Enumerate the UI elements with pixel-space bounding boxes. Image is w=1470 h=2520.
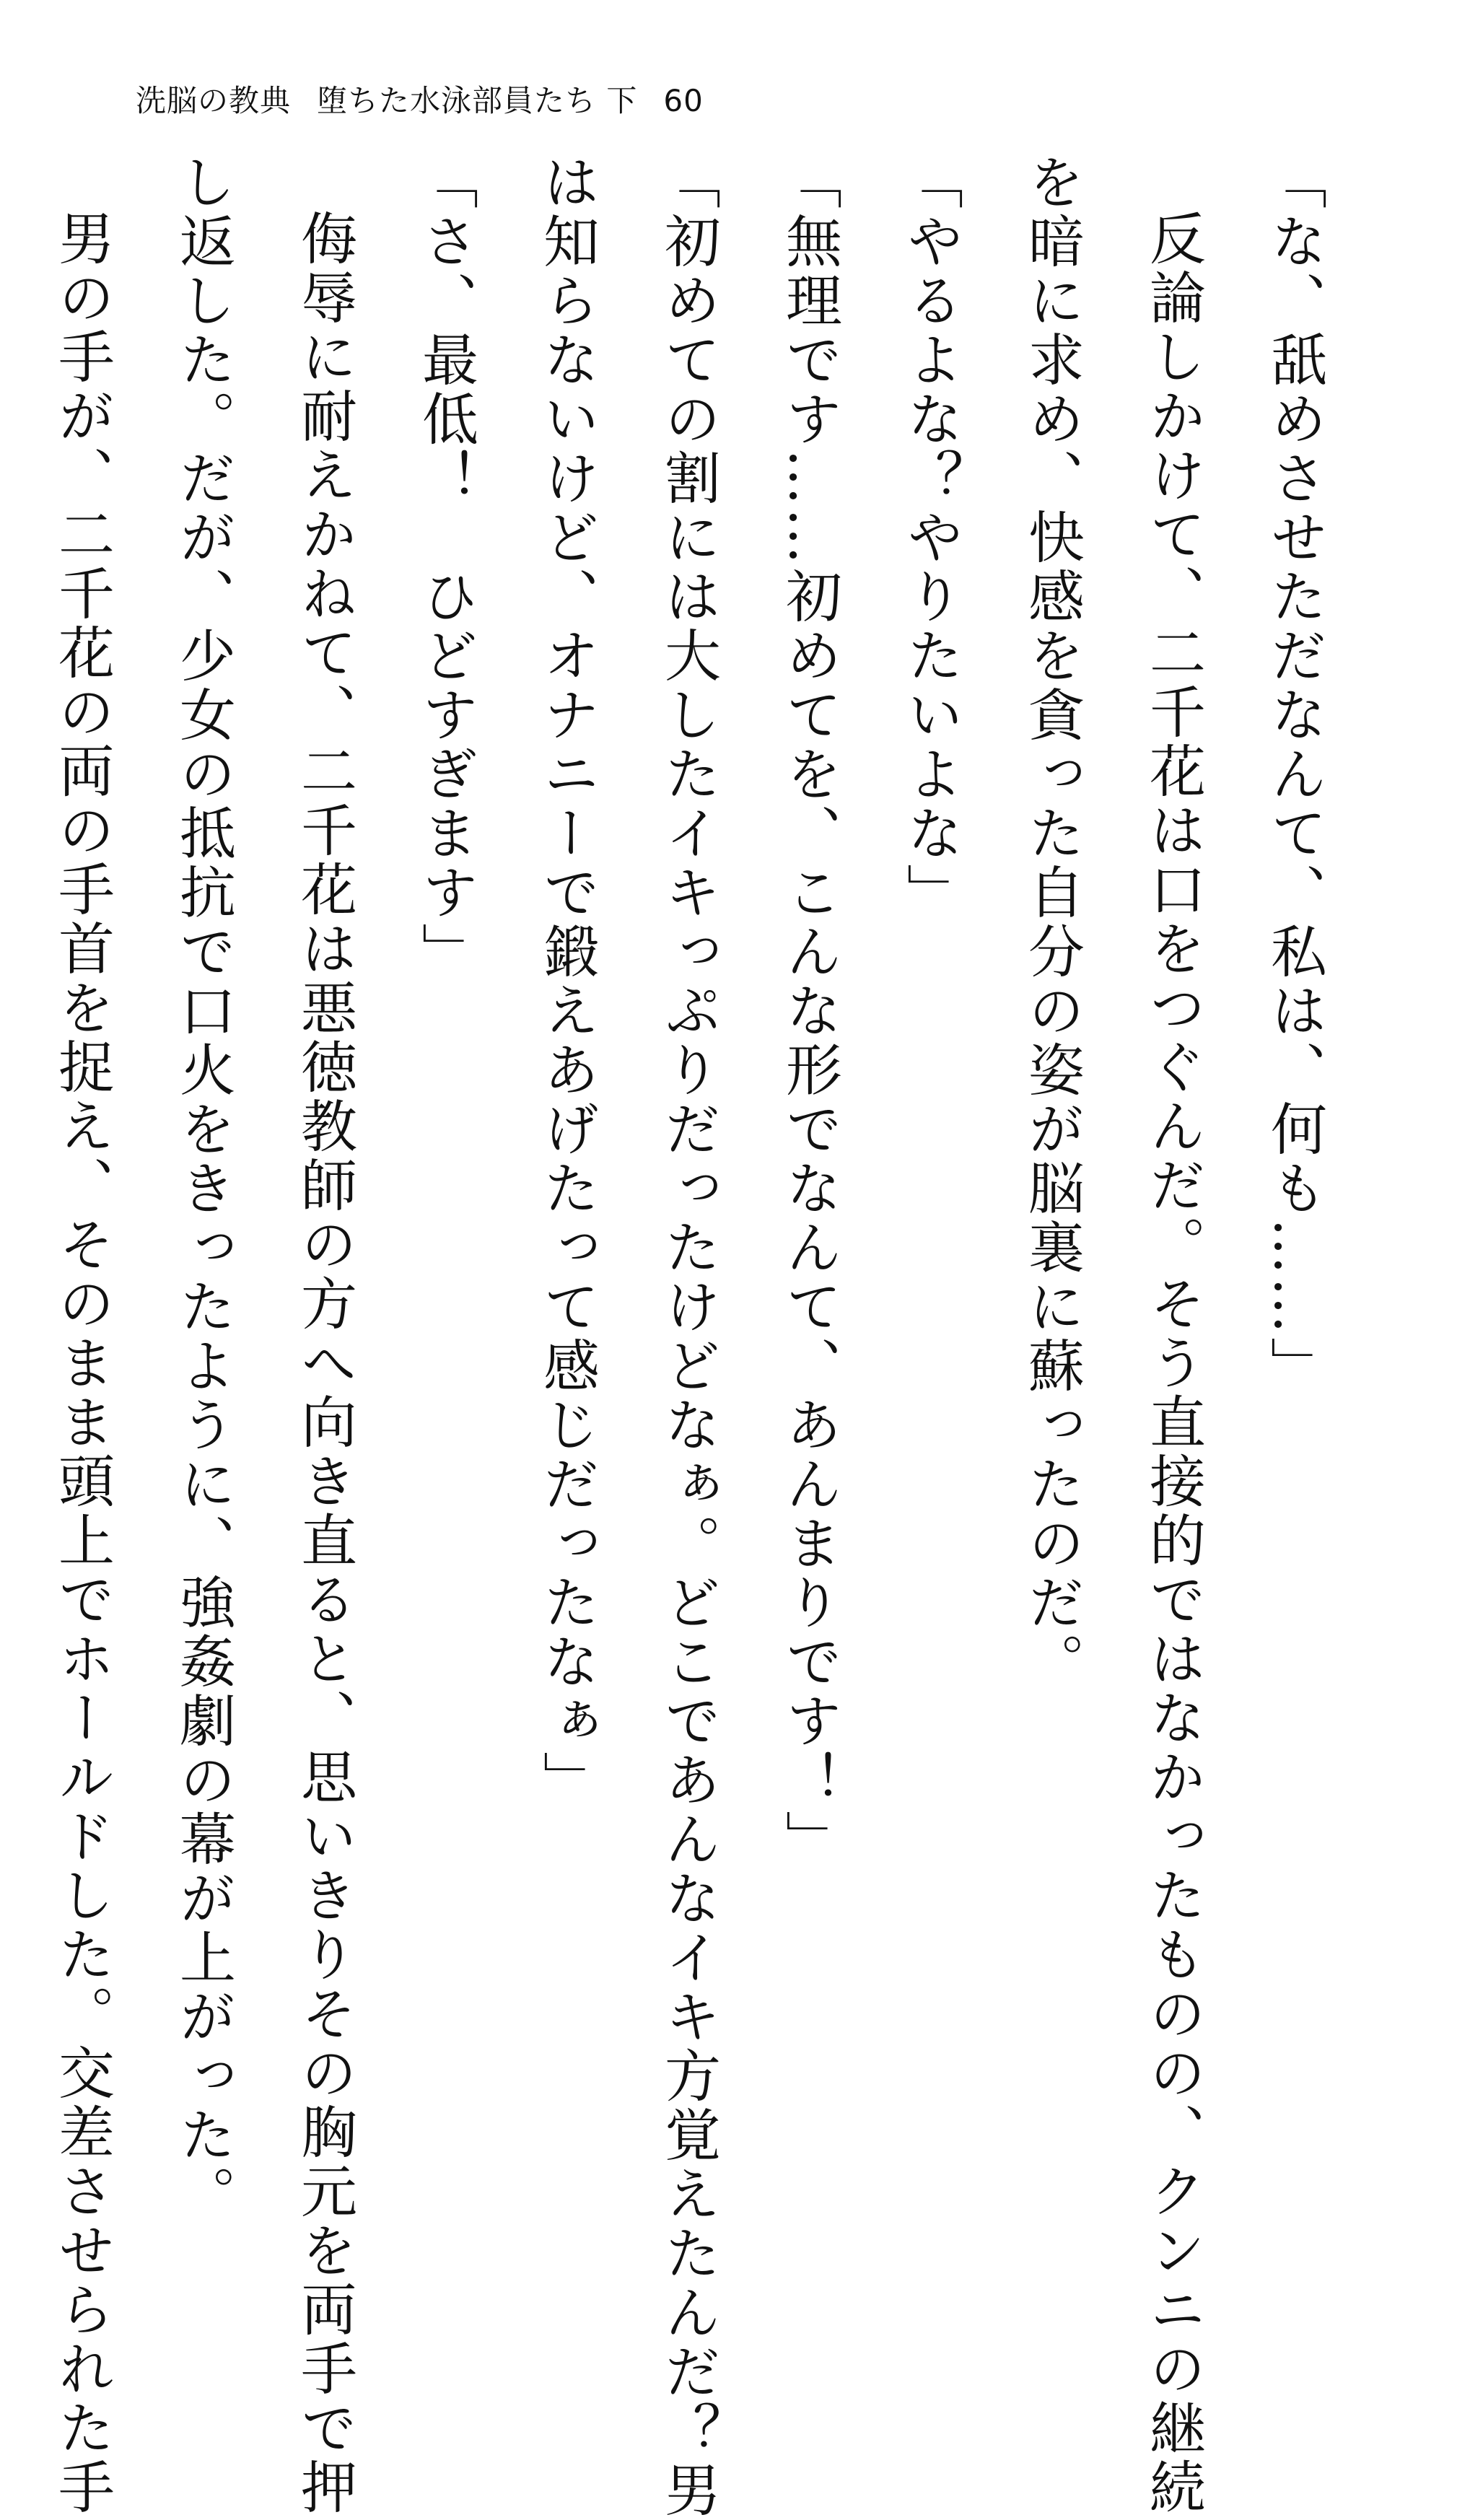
text-line: 「初めての割には大したイキっぷりだったけどなぁ。どこであんなイキ方覚えたんだ？男 [655, 153, 720, 2520]
text-line: 侮辱に耐えかねて、二千花は悪徳教師の方へ向き直ると、思いきりその胸元を両手で押 [292, 209, 356, 2517]
text-line: 男の手が、二千花の両の手首を捉え、そのまま頭上でホールドした。交差させられた手 [49, 209, 114, 2517]
vertical-body-text [49, 153, 1355, 2520]
text-line: は知らないけど、オナニーで鍛えあげたって感じだったなぁ」 [534, 153, 599, 1810]
text-line [0, 153, 21, 2000]
text-line: 「さ、最低！ ひどすぎます」 [413, 153, 478, 981]
book-subtitle: 堕ちた水泳部員たち 下 [317, 83, 638, 118]
book-title: 洗脳の教典 [136, 83, 292, 118]
text-line: 反論しかけて、二千花は口をつぐんだ。そう直接的ではなかったものの、クンニの継続 [1140, 209, 1205, 2517]
text-line: 「無理です……初めてを、こんな形でなんて、あんまりです！」 [776, 153, 841, 1869]
text-line: を暗に求め、快感を貪った自分の姿が脳裏に蘇ったのだ。 [1019, 153, 1084, 1692]
text-line: 「な、舐めさせただなんて、私は、何も……」 [1261, 153, 1326, 1396]
page-number: 60 [663, 83, 704, 118]
text-line: 「やるよな？やりたいよな」 [898, 153, 963, 922]
running-header [136, 79, 704, 123]
text-line: し返した。だが、少女の抵抗で口火をきったように、強姦劇の幕が上がった。 [170, 153, 235, 2224]
